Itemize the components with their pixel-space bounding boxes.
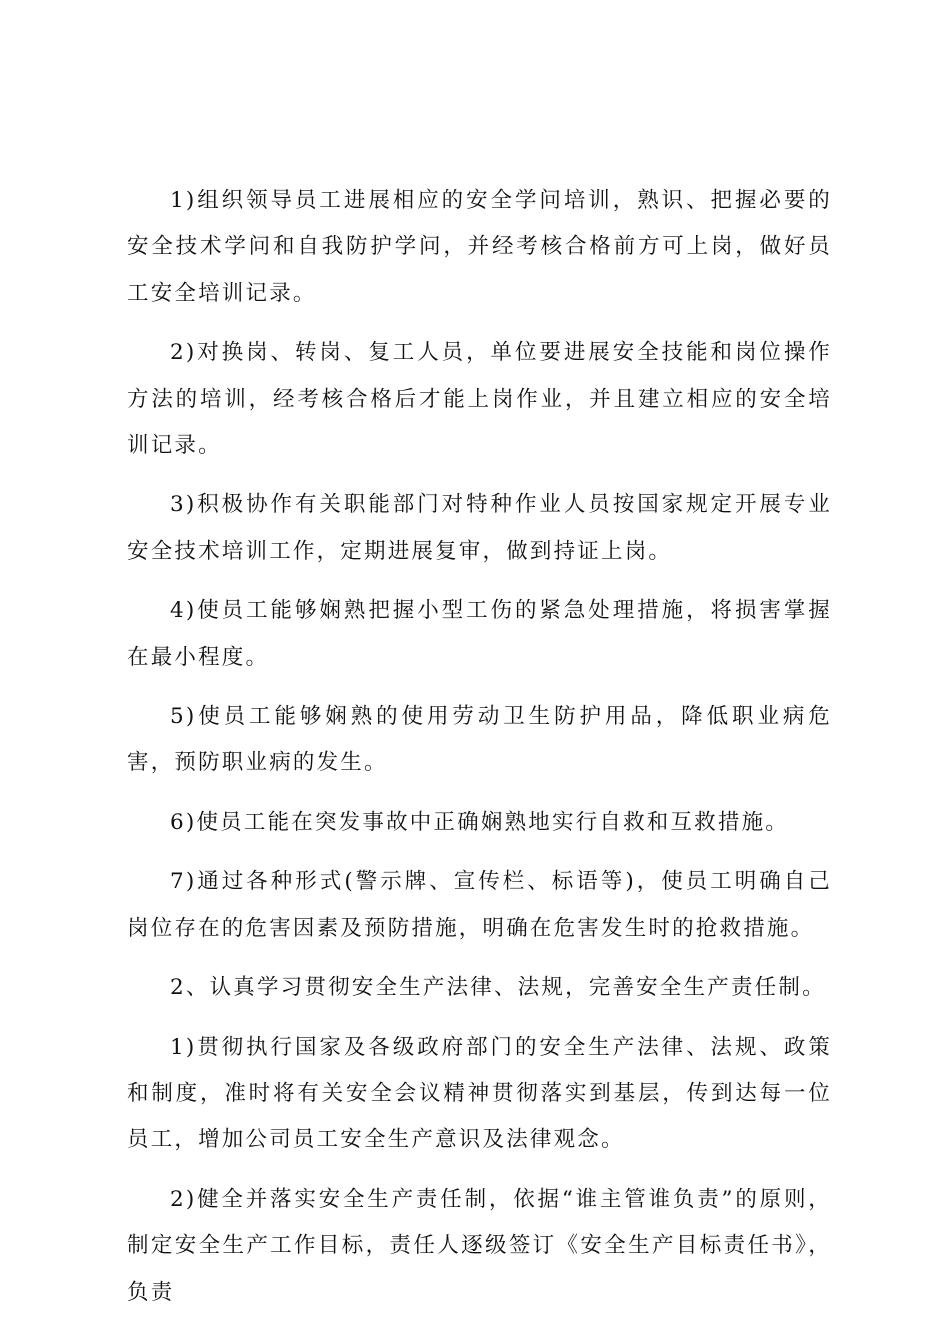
section-heading-2: 2、认真学习贯彻安全生产法律、法规，完善安全生产责任制。 [170, 975, 826, 1001]
paragraph-training-4: 4)使员工能够娴熟把握小型工伤的紧急处理措施，将损害掌握在最小程度。 [127, 598, 832, 670]
paragraph-training-3: 3)积极协作有关职能部门对特种作业人员按国家规定开展专业安全技术培训工作，定期进展复审，做到持证上岗。 [127, 492, 832, 564]
paragraph-law-1: 1)贯彻执行国家及各级政府部门的安全生产法律、法规、政策和制度，准时将有关安全会议精神贯彻落实到基层，传到达每一位员工，增加公司员工安全生产意识及法律观念。 [127, 1034, 832, 1153]
paragraph-training-6: 6)使员工能在突发事故中正确娴熟地实行自救和互救措施。 [170, 809, 789, 835]
paragraph-training-5: 5)使员工能够娴熟的使用劳动卫生防护用品，降低职业病危害，预防职业病的发生。 [127, 704, 832, 776]
paragraph-law-2: 2)健全并落实安全生产责任制，依据“谁主管谁负责”的原则，制定安全生产工作目标，责任人逐级签订《安全生产目标责任书》，负责 [127, 1186, 832, 1305]
paragraph-training-7: 7)通过各种形式(警示牌、宣传栏、标语等)，使员工明确自己岗位存在的危害因素及预防措施，明确在危害发生时的抢救措施。 [127, 869, 832, 941]
paragraph-training-1: 1)组织领导员工进展相应的安全学问培训，熟识、把握必要的安全技术学问和自我防护学问，并经考核合格前方可上岗，做好员工安全培训记录。 [127, 188, 832, 306]
document-body [127, 178, 832, 1329]
paragraph-training-2: 2)对换岗、转岗、复工人员，单位要进展安全技能和岗位操作方法的培训，经考核合格后才能上岗作业，并且建立相应的安全培训记录。 [127, 340, 832, 459]
